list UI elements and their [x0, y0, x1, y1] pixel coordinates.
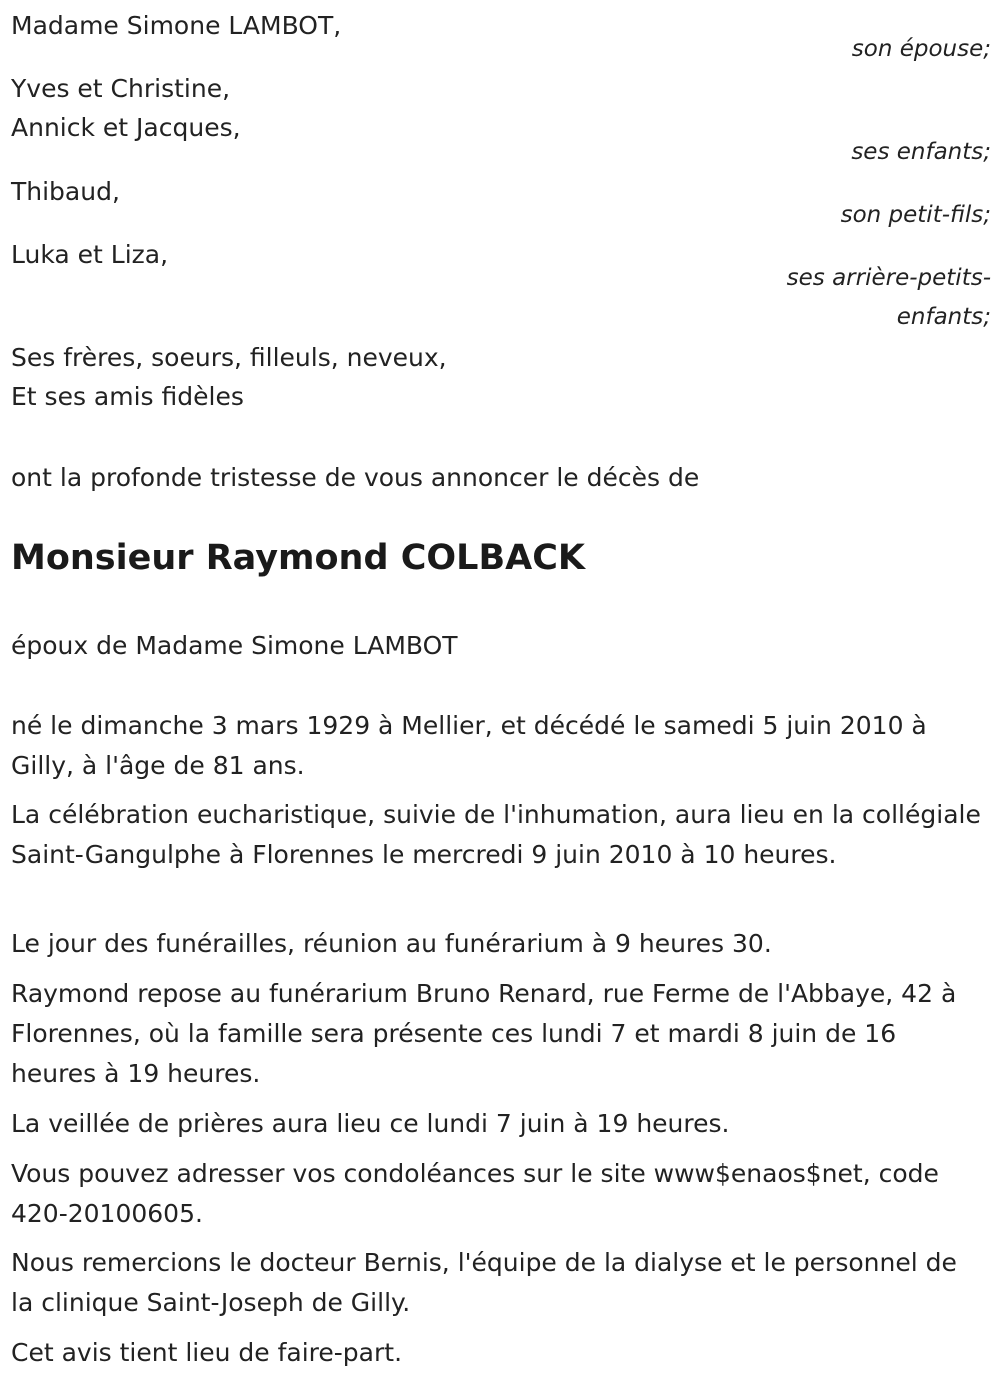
grandson-name: Thibaud,: [11, 177, 120, 206]
spouse-role: son épouse;: [851, 36, 991, 62]
announcement-text: ont la profonde tristesse de vous annoncer le décès de: [11, 463, 700, 492]
great-grandchildren-names: Luka et Liza,: [11, 240, 169, 269]
ceremony-paragraph: La célébration eucharistique, suivie de l'inhumation, aura lieu en la collégiale Saint-Gangulphe à Florennes le mercredi 9 juin 2010 à 10 heures.: [11, 800, 981, 869]
grandson-role: son petit-fils;: [840, 202, 991, 228]
spouse-of-text: époux de Madame Simone LAMBOT: [11, 631, 458, 660]
spouse-name: Madame Simone LAMBOT,: [11, 11, 342, 40]
deceased-name: Monsieur Raymond COLBACK: [11, 538, 586, 578]
vigil-paragraph: La veillée de prières aura lieu ce lundi 7 juin à 19 heures.: [11, 1109, 730, 1138]
thanks-paragraph: Nous remercions le docteur Bernis, l'équipe de la dialyse et le personnel de la clinique Saint-Joseph de Gilly.: [11, 1248, 957, 1317]
funerarium-paragraph: Raymond repose au funérarium Bruno Renard, rue Ferme de l'Abbaye, 42 à Florennes, où la famille sera présente ces lundi 7 et mardi 8 juin de 16 heures à 19 heures.: [11, 979, 957, 1088]
children-line-2: Annick et Jacques,: [11, 113, 241, 142]
birth-death-paragraph: né le dimanche 3 mars 1929 à Mellier, et décédé le samedi 5 juin 2010 à Gilly, à l'âge de 81 ans.: [11, 711, 927, 780]
great-grandchildren-role-line-1: ses arrière-petits-: [786, 265, 991, 291]
other-relatives-line-2: Et ses amis fidèles: [11, 382, 244, 411]
condolences-paragraph: Vous pouvez adresser vos condoléances sur le site www$enaos$net, code 420-20100605.: [11, 1159, 939, 1228]
great-grandchildren-role-line-2: enfants;: [896, 304, 991, 330]
closing-paragraph: Cet avis tient lieu de faire-part.: [11, 1338, 403, 1367]
other-relatives-line-1: Ses frères, soeurs, filleuls, neveux,: [11, 343, 447, 372]
funeral-day-paragraph: Le jour des funérailles, réunion au funérarium à 9 heures 30.: [11, 929, 772, 958]
children-role: ses enfants;: [851, 139, 991, 165]
children-line-1: Yves et Christine,: [11, 74, 231, 103]
